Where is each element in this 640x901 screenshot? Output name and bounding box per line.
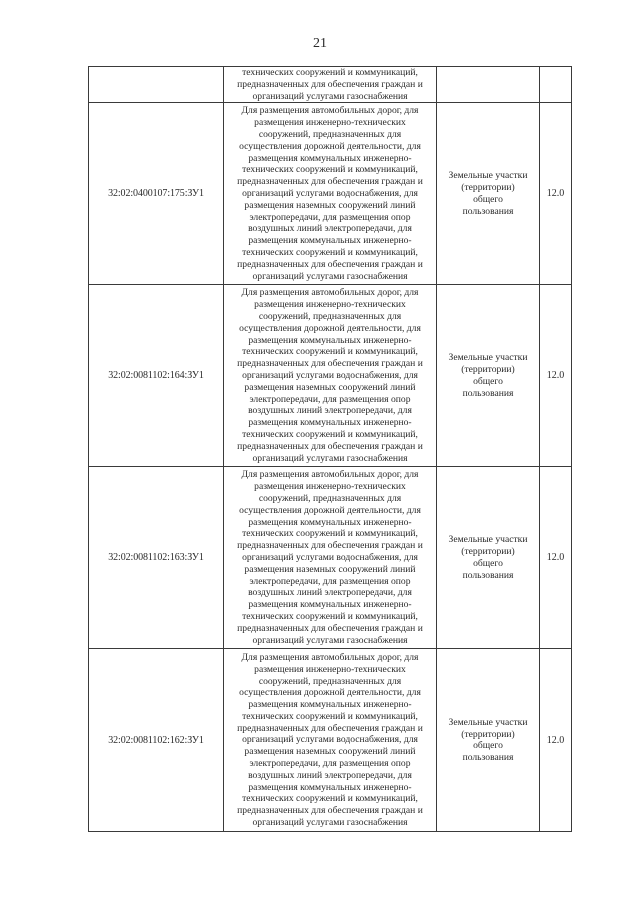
permitted-use-line: осуществления дорожной деятельности, для <box>239 140 421 152</box>
permitted-use-line: осуществления дорожной деятельности, для <box>239 504 421 516</box>
permitted-use-line: предназначенных для обеспечения граждан и <box>237 805 423 817</box>
permitted-use-line: воздушных линий электропередачи, для <box>248 769 412 781</box>
plot-id-cell: 32:02:0081102:162:ЗУ1 <box>89 649 224 832</box>
table-row <box>89 285 572 467</box>
plot-id-cell: 32:02:0400107:175:ЗУ1 <box>89 103 224 285</box>
permitted-use-line: размещения коммунальных инженерно- <box>248 699 412 711</box>
land-category-line: пользования <box>462 569 514 581</box>
land-category-cell <box>437 103 540 285</box>
land-category-cell <box>437 467 540 649</box>
permitted-use-line: электропередачи, для размещения опор <box>249 211 411 223</box>
permitted-use-line: сооружений, предназначенных для <box>258 493 402 504</box>
permitted-use-cell <box>224 67 437 103</box>
permitted-use-line: воздушных линий электропередачи, для <box>248 587 412 599</box>
land-category-line: пользования <box>462 752 514 764</box>
permitted-use-line: предназначенных для обеспечения граждан и <box>237 78 423 90</box>
plot-id-cell: 32:02:0081102:164:ЗУ1 <box>89 285 224 467</box>
permitted-use-line: сооружений, предназначенных для <box>258 129 402 140</box>
land-category-cell <box>437 67 540 103</box>
land-category-cell <box>437 285 540 467</box>
permitted-use-line: организаций услугами газоснабжения <box>252 452 408 464</box>
permitted-use-line: осуществления дорожной деятельности, для <box>239 322 421 334</box>
table-row <box>89 67 572 103</box>
land-plots-table <box>88 66 572 832</box>
permitted-use-line: размещения наземных сооружений линий <box>244 199 416 211</box>
plot-id-cell: 32:02:0081102:163:ЗУ1 <box>89 467 224 649</box>
page-number: 21 <box>313 36 327 51</box>
permitted-use-line: размещения инженерно-технических <box>254 117 406 129</box>
permitted-use-line: технических сооружений и коммуникаций, <box>242 610 418 622</box>
permitted-use-line: размещения коммунальных инженерно- <box>248 516 412 528</box>
permitted-use-line: организаций услугами газоснабжения <box>252 270 408 282</box>
permitted-use-line: Для размещения автомобильных дорог, для <box>241 105 419 117</box>
land-category-line: Земельные участки <box>448 534 528 546</box>
land-category-line: (территории) <box>461 546 515 558</box>
permitted-use-line: размещения наземных сооружений линий <box>244 381 416 393</box>
permitted-use-line: размещения наземных сооружений линий <box>244 563 416 575</box>
permitted-use-line: технических сооружений и коммуникаций, <box>242 164 418 176</box>
permitted-use-cell <box>224 649 437 832</box>
permitted-use-line: технических сооружений и коммуникаций, <box>242 346 418 358</box>
permitted-use-line: организаций услугами водоснабжения, для <box>242 734 418 746</box>
land-category-line: общего <box>473 740 503 752</box>
permitted-use-line: технических сооружений и коммуникаций, <box>242 428 418 440</box>
permitted-use-line: технических сооружений и коммуникаций, <box>242 528 418 540</box>
use-code-cell: 12.0 <box>540 103 572 285</box>
land-category-line: (территории) <box>461 364 515 376</box>
permitted-use-line: размещения инженерно-технических <box>254 663 406 675</box>
permitted-use-line: сооружений, предназначенных для <box>258 675 402 687</box>
permitted-use-cell <box>224 285 437 467</box>
land-category-line: общего <box>473 557 503 569</box>
permitted-use-line: организаций услугами водоснабжения, для <box>242 551 418 563</box>
permitted-use-line: Для размещения автомобильных дорог, для <box>241 651 419 663</box>
permitted-use-cell <box>224 103 437 285</box>
permitted-use-line: технических сооружений и коммуникаций, <box>242 710 418 722</box>
permitted-use-line: воздушных линий электропередачи, для <box>248 223 412 235</box>
permitted-use-line: предназначенных для обеспечения граждан и <box>237 440 423 452</box>
permitted-use-line: сооружений, предназначенных для <box>258 311 402 322</box>
permitted-use-line: размещения коммунальных инженерно- <box>248 152 412 164</box>
use-code-cell: 12.0 <box>540 285 572 467</box>
permitted-use-line: организаций услугами газоснабжения <box>252 634 408 646</box>
use-code-cell <box>540 67 572 103</box>
use-code-cell: 12.0 <box>540 467 572 649</box>
land-category-line: Земельные участки <box>448 352 528 364</box>
permitted-use-line: воздушных линий электропередачи, для <box>248 405 412 417</box>
land-category-line: Земельные участки <box>448 170 528 182</box>
permitted-use-line: размещения инженерно-технических <box>254 481 406 493</box>
use-code-cell: 12.0 <box>540 649 572 832</box>
permitted-use-line: размещения коммунальных инженерно- <box>248 334 412 346</box>
permitted-use-line: организаций услугами газоснабжения <box>252 90 408 102</box>
permitted-use-line: технических сооружений и коммуникаций, <box>242 67 418 78</box>
permitted-use-line: предназначенных для обеспечения граждан и <box>237 722 423 734</box>
permitted-use-line: организаций услугами водоснабжения, для <box>242 187 418 199</box>
permitted-use-cell <box>224 467 437 649</box>
land-category-line: Земельные участки <box>448 716 528 728</box>
permitted-use-line: предназначенных для обеспечения граждан и <box>237 176 423 188</box>
table-row <box>89 103 572 285</box>
permitted-use-line: предназначенных для обеспечения граждан и <box>237 258 423 270</box>
permitted-use-line: технических сооружений и коммуникаций, <box>242 793 418 805</box>
permitted-use-line: размещения коммунальных инженерно- <box>248 235 412 247</box>
permitted-use-line: размещения наземных сооружений линий <box>244 746 416 758</box>
permitted-use-line: электропередачи, для размещения опор <box>249 393 411 405</box>
land-category-line: (территории) <box>461 728 515 740</box>
permitted-use-line: электропередачи, для размещения опор <box>249 758 411 770</box>
land-category-line: пользования <box>462 387 514 399</box>
plot-id-cell <box>89 67 224 103</box>
permitted-use-line: организаций услугами газоснабжения <box>252 817 408 829</box>
land-category-line: (территории) <box>461 182 515 194</box>
permitted-use-line: осуществления дорожной деятельности, для <box>239 687 421 699</box>
permitted-use-line: размещения коммунальных инженерно- <box>248 599 412 611</box>
permitted-use-line: размещения инженерно-технических <box>254 299 406 311</box>
permitted-use-line: Для размещения автомобильных дорог, для <box>241 469 419 481</box>
table-row <box>89 467 572 649</box>
permitted-use-line: размещения коммунальных инженерно- <box>248 781 412 793</box>
land-category-cell <box>437 649 540 832</box>
permitted-use-line: организаций услугами водоснабжения, для <box>242 369 418 381</box>
permitted-use-line: электропередачи, для размещения опор <box>249 575 411 587</box>
permitted-use-line: предназначенных для обеспечения граждан и <box>237 540 423 552</box>
land-category-line: общего <box>473 193 503 205</box>
permitted-use-line: предназначенных для обеспечения граждан и <box>237 622 423 634</box>
permitted-use-line: Для размещения автомобильных дорог, для <box>241 287 419 299</box>
land-category-line: общего <box>473 375 503 387</box>
land-category-line: пользования <box>462 205 514 217</box>
permitted-use-line: технических сооружений и коммуникаций, <box>242 246 418 258</box>
permitted-use-line: предназначенных для обеспечения граждан и <box>237 358 423 370</box>
table-row <box>89 649 572 832</box>
permitted-use-line: размещения коммунальных инженерно- <box>248 417 412 429</box>
